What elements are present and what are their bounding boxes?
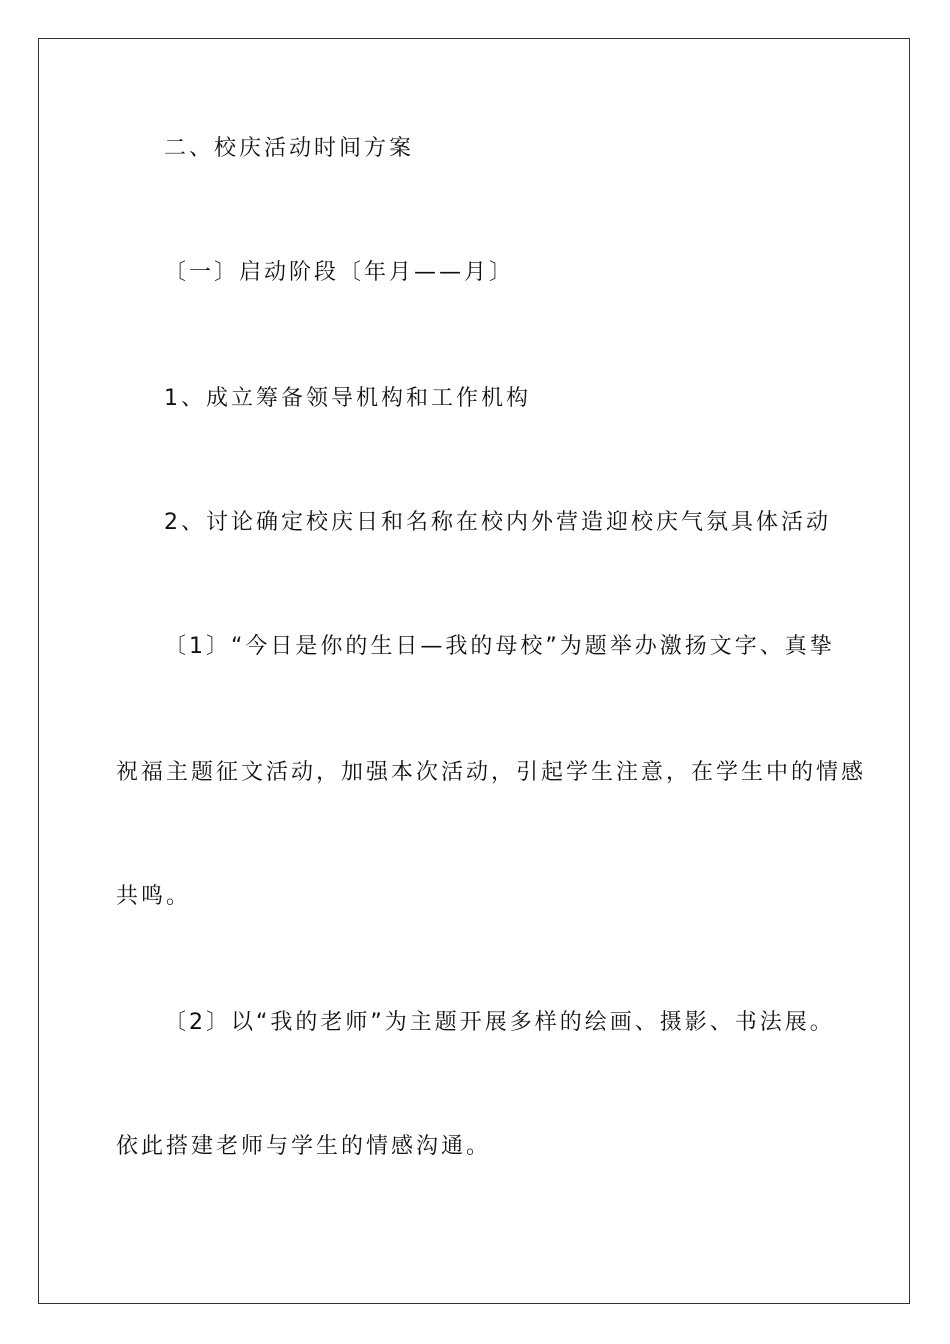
section-heading: 二、校庆活动时间方案 xyxy=(164,136,415,161)
page-border xyxy=(38,38,910,1304)
paragraph-2-line-1: 〔2〕以“我的老师”为主题开展多样的绘画、摄影、书法展。 xyxy=(164,1010,835,1035)
list-item-1: 1、成立筹备领导机构和工作机构 xyxy=(164,386,531,411)
paragraph-1-line-3: 共鸣。 xyxy=(116,884,192,909)
paragraph-2-line-2: 依此搭建老师与学生的情感沟通。 xyxy=(116,1134,492,1159)
list-item-2: 2、讨论确定校庆日和名称在校内外营造迎校庆气氛具体活动 xyxy=(164,510,831,535)
phase-heading: 〔一〕启动阶段〔年月——月〕 xyxy=(164,260,515,285)
paragraph-1-line-1: 〔1〕“今日是你的生日—我的母校”为题举办激扬文字、真挚 xyxy=(164,634,835,659)
paragraph-1-line-2: 祝福主题征文活动，加强本次活动，引起学生注意，在学生中的情感 xyxy=(116,760,867,785)
